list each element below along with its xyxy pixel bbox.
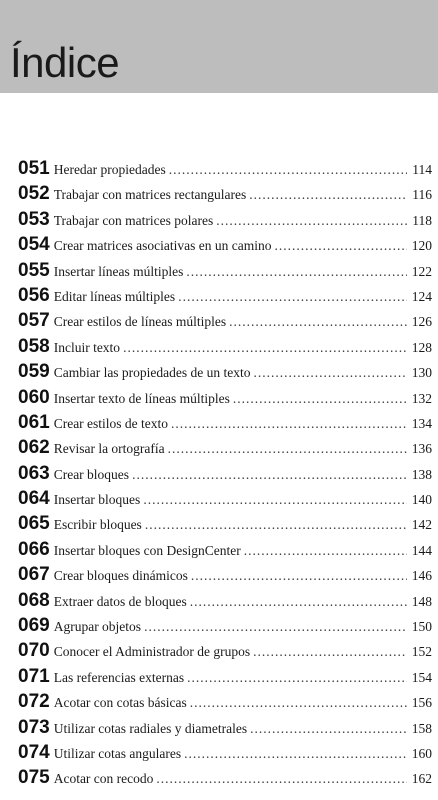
dot-leader	[123, 340, 407, 356]
dot-leader	[190, 695, 407, 711]
entry-page-number: 158	[411, 720, 432, 736]
toc-entry[interactable]	[18, 590, 432, 615]
dot-leader	[168, 441, 407, 457]
entry-page-number: 160	[411, 745, 432, 761]
dot-leader	[233, 391, 407, 407]
entry-title: Utilizar cotas radiales y diametrales	[53, 720, 248, 736]
toc-entry[interactable]	[18, 488, 432, 513]
entry-page-number: 156	[411, 695, 432, 711]
entry-title: Trabajar con matrices polares	[53, 212, 214, 228]
entry-page-number: 122	[411, 263, 432, 279]
entry-page-number: 120	[411, 238, 432, 254]
dot-leader	[216, 213, 407, 229]
toc-entry[interactable]	[18, 666, 432, 691]
entry-number: 073	[18, 716, 50, 738]
toc-entry[interactable]	[18, 183, 432, 208]
dot-leader	[187, 670, 407, 686]
dot-leader	[275, 238, 408, 254]
toc-entry[interactable]	[18, 437, 432, 462]
entry-title: Crear estilos de líneas múltiples	[53, 314, 227, 330]
entry-number: 069	[18, 615, 50, 637]
entry-number: 054	[18, 234, 50, 256]
toc-entry[interactable]	[18, 285, 432, 310]
dot-leader	[254, 365, 407, 381]
entry-title: Crear bloques dinámicos	[53, 568, 188, 584]
dot-leader	[229, 314, 407, 330]
entry-title: Extraer datos de bloques	[53, 593, 187, 609]
entry-number: 068	[18, 589, 50, 611]
entry-number: 060	[18, 386, 50, 408]
entry-page-number: 140	[411, 492, 432, 508]
toc-entry[interactable]	[18, 361, 432, 386]
entry-page-number: 142	[411, 517, 432, 533]
dot-leader	[132, 467, 407, 483]
toc-entry[interactable]	[18, 615, 432, 640]
entry-number: 067	[18, 564, 50, 586]
entry-number: 064	[18, 488, 50, 510]
toc-entry[interactable]	[18, 564, 432, 589]
entry-page-number: 118	[412, 212, 432, 228]
entry-page-number: 154	[411, 669, 432, 685]
dot-leader	[169, 162, 407, 178]
toc-entry[interactable]	[18, 209, 432, 234]
entry-number: 066	[18, 538, 50, 560]
dot-leader	[145, 517, 407, 533]
entry-title: Crear estilos de texto	[53, 415, 169, 431]
entry-title: Insertar texto de líneas múltiples	[53, 390, 230, 406]
toc-entry[interactable]	[18, 234, 432, 259]
toc-entry[interactable]	[18, 513, 432, 538]
dot-leader	[250, 721, 407, 737]
header-band	[0, 0, 438, 93]
entry-page-number: 148	[411, 593, 432, 609]
entry-page-number: 136	[411, 441, 432, 457]
entry-number: 065	[18, 513, 50, 535]
toc-entry[interactable]	[18, 310, 432, 335]
entry-number: 063	[18, 462, 50, 484]
toc-entry[interactable]	[18, 640, 432, 665]
entry-page-number: 150	[411, 619, 432, 635]
dot-leader	[143, 492, 407, 508]
entry-title: Insertar líneas múltiples	[53, 263, 184, 279]
entry-number: 074	[18, 741, 50, 763]
toc-entry[interactable]	[18, 260, 432, 285]
entry-page-number: 132	[411, 390, 432, 406]
entry-title: Crear matrices asociativas en un camino	[53, 238, 272, 254]
entry-number: 075	[18, 767, 50, 789]
dot-leader	[191, 568, 407, 584]
dot-leader	[184, 746, 407, 762]
entry-page-number: 152	[411, 644, 432, 660]
dot-leader	[249, 187, 407, 203]
entry-title: Editar líneas múltiples	[53, 288, 176, 304]
dot-leader	[244, 543, 407, 559]
dot-leader	[178, 289, 407, 305]
entry-title: Escribir bloques	[53, 517, 142, 533]
toc-entry[interactable]	[18, 742, 432, 767]
entry-number: 056	[18, 284, 50, 306]
entry-page-number: 138	[411, 466, 432, 482]
entry-title: Acotar con cotas básicas	[53, 695, 187, 711]
entry-title: Utilizar cotas angulares	[53, 745, 182, 761]
entry-number: 062	[18, 437, 50, 459]
toc-entry[interactable]	[18, 463, 432, 488]
toc-entry[interactable]	[18, 539, 432, 564]
entry-page-number: 134	[411, 415, 432, 431]
dot-leader	[156, 771, 407, 787]
entry-number: 058	[18, 335, 50, 357]
toc-entry[interactable]	[18, 691, 432, 716]
entry-page-number: 146	[411, 568, 432, 584]
entry-number: 072	[18, 691, 50, 713]
entry-number: 061	[18, 411, 50, 433]
entry-title: Cambiar las propiedades de un texto	[53, 365, 251, 381]
entry-page-number: 128	[411, 339, 432, 355]
entry-page-number: 114	[412, 162, 432, 177]
toc-entry[interactable]	[18, 412, 432, 437]
entry-page-number: 126	[411, 314, 432, 330]
entry-title: Las referencias externas	[53, 669, 185, 685]
toc-entry[interactable]	[18, 767, 432, 792]
entry-title: Insertar bloques con DesignCenter	[53, 542, 241, 558]
entry-number: 053	[18, 208, 50, 230]
dot-leader	[253, 644, 407, 660]
entry-number: 055	[18, 259, 50, 281]
entry-number: 071	[18, 665, 50, 687]
entry-title: Incluir texto	[53, 339, 121, 355]
entry-number: 070	[18, 640, 50, 662]
toc-entry[interactable]	[18, 158, 432, 183]
entry-title: Heredar propiedades	[53, 162, 166, 177]
entry-title: Agrupar objetos	[53, 619, 142, 635]
page-title: Índice	[10, 39, 120, 86]
dot-leader	[171, 416, 407, 432]
dot-leader	[144, 619, 407, 635]
entry-title: Insertar bloques	[53, 492, 141, 508]
dot-leader	[190, 594, 407, 610]
entry-title: Crear bloques	[53, 466, 130, 482]
entry-page-number: 144	[411, 542, 432, 558]
entry-page-number: 130	[411, 365, 432, 381]
dot-leader	[186, 264, 407, 280]
entry-title: Acotar con recodo	[53, 771, 154, 787]
entry-page-number: 124	[411, 288, 432, 304]
entry-page-number: 162	[411, 771, 432, 787]
entry-number: 059	[18, 361, 50, 383]
entry-number: 052	[18, 183, 50, 205]
entry-number: 057	[18, 310, 50, 332]
entry-title: Trabajar con matrices rectangulares	[53, 187, 247, 203]
toc-entry[interactable]	[18, 387, 432, 412]
toc-entry[interactable]	[18, 717, 432, 742]
entry-number: 051	[18, 158, 50, 179]
toc-list	[18, 158, 432, 793]
entry-title: Conocer el Administrador de grupos	[53, 644, 251, 660]
toc-entry[interactable]	[18, 336, 432, 361]
entry-page-number: 116	[412, 187, 432, 203]
entry-title: Revisar la ortografía	[53, 441, 165, 457]
